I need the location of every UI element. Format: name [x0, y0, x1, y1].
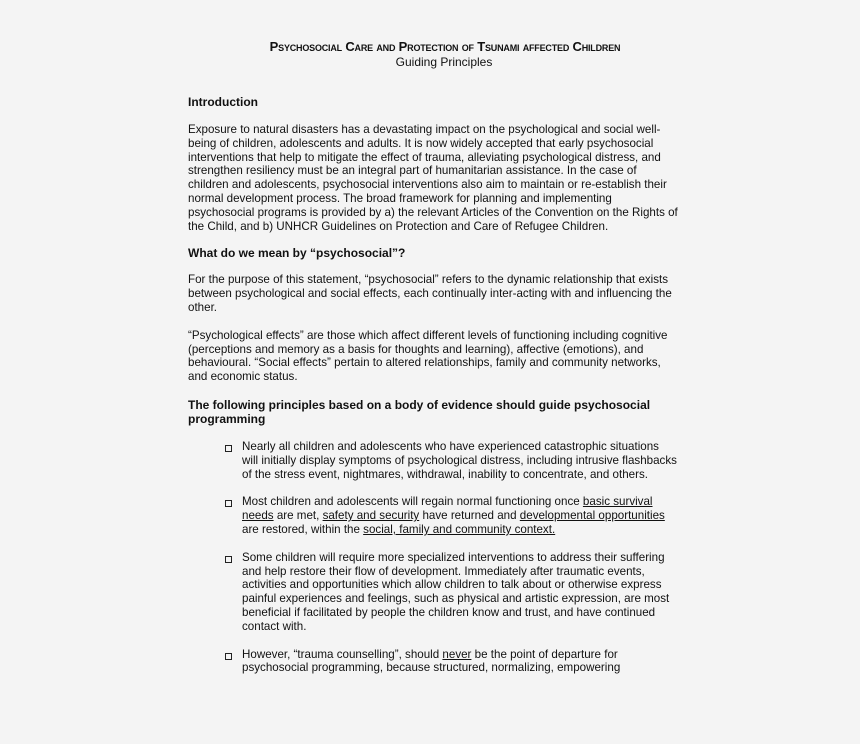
principles-list: [188, 440, 678, 675]
list-item-text: Nearly all children and adolescents who have experienced catastrophic situations will initially display symptoms of psychological distress, including intrusive flashbacks of the stress event, nightmares, withdrawal, inability to concentrate, and others.: [242, 439, 677, 481]
text-run: are restored, within the: [242, 522, 364, 536]
text-run: have returned and: [419, 509, 520, 523]
text-run: are met,: [273, 509, 323, 523]
text-run: However, “trauma counselling”, should: [242, 647, 443, 661]
introduction-paragraph: Exposure to natural disasters has a devastating impact on the psychological and social well-being of children, adolescents and adults. It is now widely accepted that early psychosocial interventions that help to mitigate the effect of trauma, alleviating psychological distress, and strengthen resiliency must be an integral part of humanitarian assistance. In the case of children and adolescents, psychosocial interventions also aim to maintain or re-establish their normal development process. The broad framework for planning and implementing psychosocial programs is provided by a) the relevant Articles of the Convention on the Rights of the Child, and b) UNHCR Guidelines on Protection and Care of Refugee Children.: [188, 123, 678, 233]
square-bullet-icon: [225, 556, 232, 563]
document-subtitle: Guiding Principles: [395, 55, 493, 69]
underlined-text: safety and security: [322, 509, 420, 523]
list-item: [188, 440, 678, 481]
list-item-text: Some children will require more specialized interventions to address their suffering and help restore their flow of development. Immediately after traumatic events, activities and opportunities which allow children to talk about or otherwise express painful experiences and feelings, such as physical and artistic expression, are most beneficial if facilitated by people the children know and trust, and have continued contact with.: [242, 550, 670, 633]
square-bullet-icon: [225, 653, 232, 660]
underlined-text: never: [442, 647, 472, 661]
underlined-text: developmental opportunities: [519, 509, 665, 523]
square-bullet-icon: [225, 500, 232, 507]
underlined-text: basic survival needs: [242, 495, 653, 523]
document-title-text: Psychosocial Care and Protection of Tsunami affected Children: [269, 39, 621, 54]
psychological-effects-paragraph: “Psychological effects” are those which affect different levels of functioning including cognitive (perceptions and memory as a basis for thoughts and learning), affective (emotions), and behavioural. “Social effects” pertain to altered relationships, family and community networks, and economic status.: [188, 328, 668, 384]
list-item: [188, 648, 678, 676]
list-item-text: [242, 648, 620, 675]
principles-heading: The following principles based on a body of evidence should guide psychosocial programming: [188, 397, 651, 426]
square-bullet-icon: [225, 445, 232, 452]
document-body: [188, 95, 678, 689]
introduction-heading: Introduction: [188, 95, 258, 109]
document-title: [0, 39, 860, 54]
text-run: Most children and adolescents will regain normal functioning once: [242, 495, 583, 509]
text-run: be the point of departure for psychosocial programming, because structured, normalizing, empowering: [242, 647, 621, 675]
psychosocial-heading: What do we mean by “psychosocial”?: [188, 246, 406, 261]
list-item-text: [242, 495, 665, 536]
list-item: [188, 495, 678, 536]
list-item: [188, 551, 678, 634]
underlined-text: social, family and community context.: [363, 522, 556, 536]
psychosocial-definition-paragraph: For the purpose of this statement, “psychosocial” refers to the dynamic relationship that exists between psychological and social effects, each continually inter-acting with and influencing the other.: [188, 273, 672, 314]
